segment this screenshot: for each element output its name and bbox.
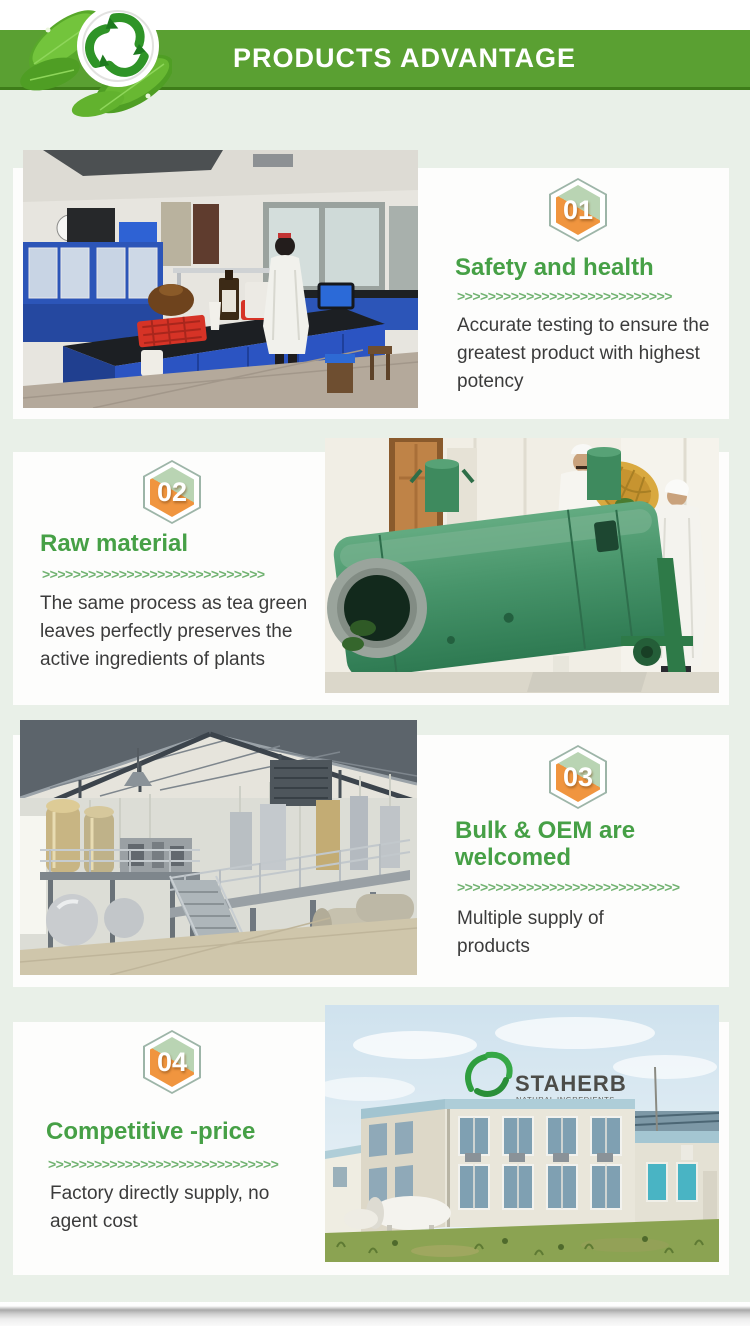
section-text: Multiple supply of products: [457, 908, 604, 957]
tea-processing-machine-photo: [325, 438, 719, 693]
arrow-divider: >>>>>>>>>>>>>>>>>>>>>>>>>>>>>: [457, 879, 680, 895]
section-safety-content: [455, 168, 729, 419]
page-bottom-shadow: [0, 1302, 750, 1326]
factory-interior-photo: [20, 720, 417, 975]
page-title: PRODUCTS ADVANTAGE: [233, 43, 577, 73]
section-safety-card: [13, 168, 729, 419]
section-title: Raw material: [40, 530, 189, 557]
badge-number: 03: [562, 761, 594, 792]
section-competitive-price-card: [13, 1022, 729, 1275]
section-title: Competitive -price: [46, 1118, 256, 1145]
company-logo-icon: [14, 0, 172, 118]
badge-03: [549, 745, 607, 809]
section-text: Factory directly supply, no agent cost: [50, 1183, 270, 1232]
badge-number: 02: [156, 476, 188, 507]
arrow-divider: >>>>>>>>>>>>>>>>>>>>>>>>>>>>: [457, 288, 672, 304]
section-bulk-oem-card: [13, 735, 729, 987]
badge-number: 01: [562, 194, 594, 225]
badge-01: [549, 178, 607, 242]
arrow-divider: >>>>>>>>>>>>>>>>>>>>>>>>>>>>>: [42, 566, 265, 582]
section-raw-material-card: [13, 452, 729, 705]
section-text: Accurate testing to ensure the greatest product with highest potency: [457, 315, 710, 392]
section-competitive-price-content: [38, 1022, 323, 1275]
svg-text:STAHERB: STAHERB: [515, 1071, 627, 1096]
badge-04: [143, 1030, 201, 1094]
laboratory-photo: [23, 150, 418, 408]
section-title: Bulk & OEM are welcomed: [455, 817, 636, 871]
section-title: Safety and health: [455, 254, 654, 281]
section-text: The same process as tea green leaves perfectly preserves the active ingredients of plants: [40, 593, 308, 670]
badge-02: [143, 460, 201, 524]
arrow-divider: >>>>>>>>>>>>>>>>>>>>>>>>>>>>>>: [48, 1156, 279, 1172]
company-building-photo: [325, 1005, 719, 1262]
section-bulk-oem-content: [455, 735, 729, 987]
badge-number: 04: [156, 1046, 188, 1077]
section-raw-material-content: [38, 452, 323, 705]
